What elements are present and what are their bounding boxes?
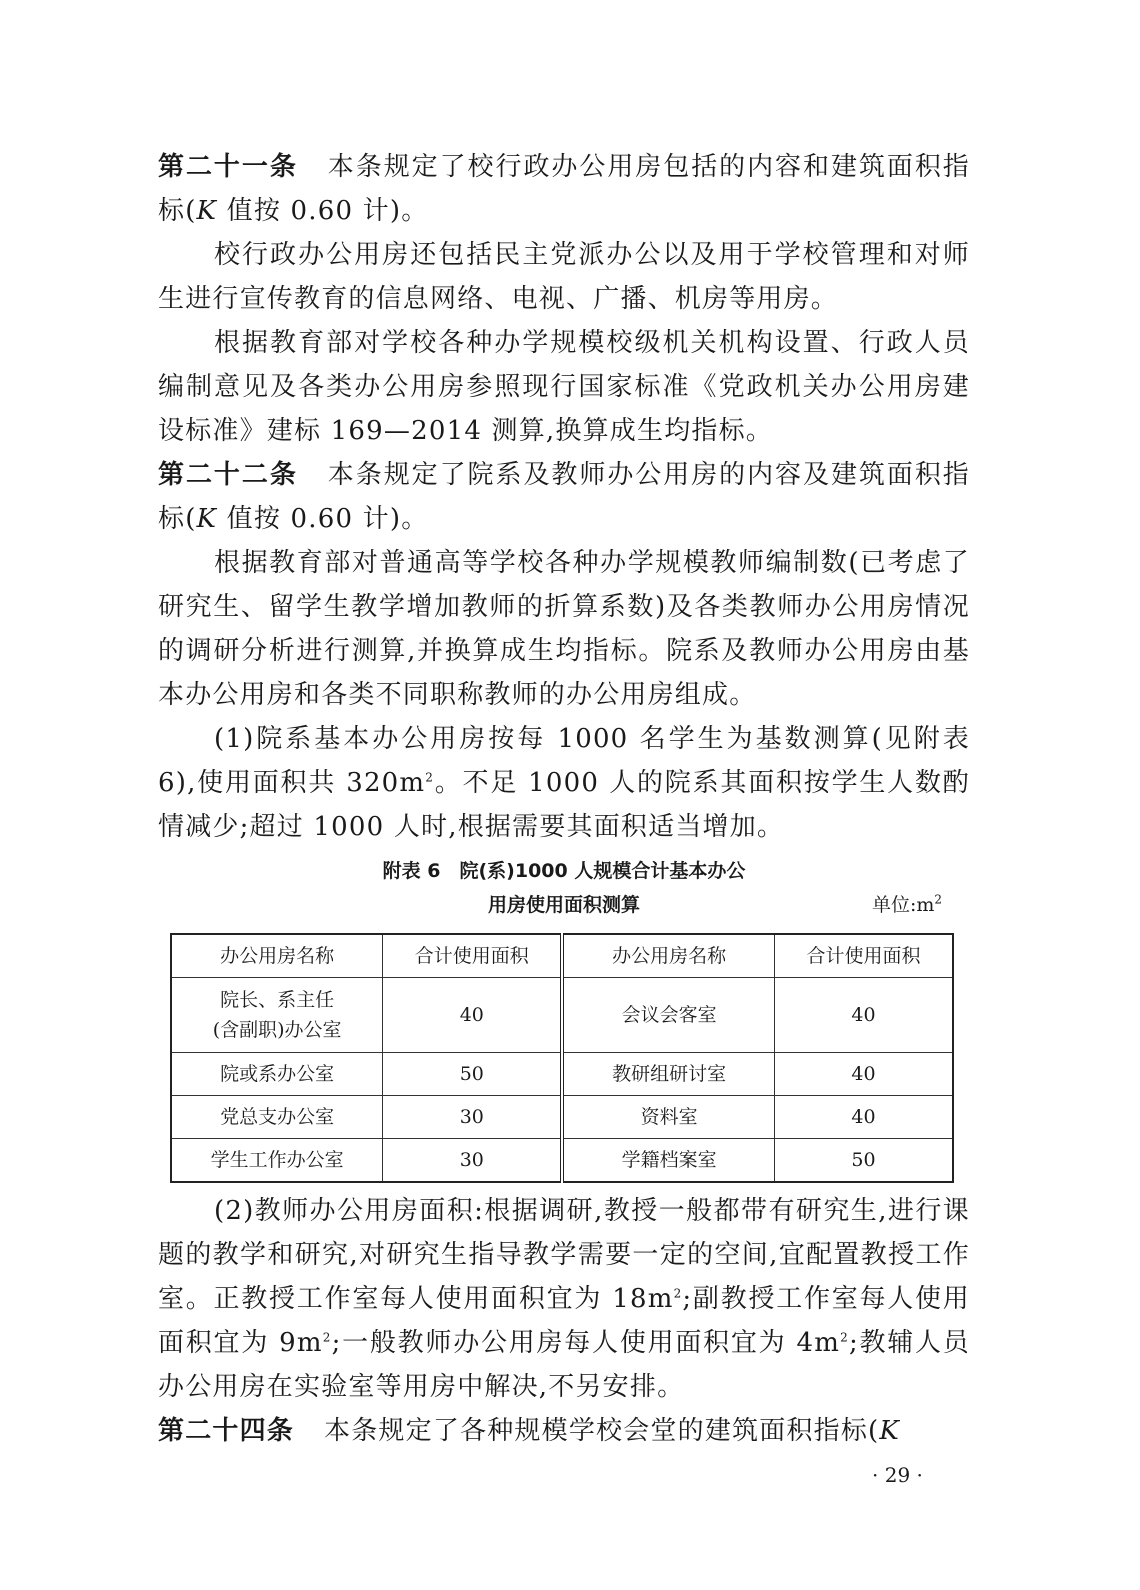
article-22: 第二十二条 本条规定了院系及教师办公用房的内容及建筑面积指标(K 值按 0.60 计)。	[158, 460, 970, 534]
table-cell: 40	[774, 1096, 953, 1139]
table-header-row	[171, 934, 953, 978]
article-22-heading: 第二十二条	[158, 460, 298, 490]
paragraph: 根据教育部对普通高等学校各种办学规模教师编制数(已考虑了研究生、留学生教学增加教师的折算系数)及各类教师办公用房情况的调研分析进行测算,并换算成生均指标。院系及教师办公用房由基本办公用房和各类不同职称教师的办公用房组成。	[158, 548, 970, 710]
table-cell: 30	[383, 1096, 563, 1139]
table-cell: 教研组研讨室	[562, 1053, 774, 1096]
table-row	[171, 978, 953, 1053]
paragraph: 根据教育部对学校各种办学规模校级机关机构设置、行政人员编制意见及各类办公用房参照现行国家标准《党政机关办公用房建设标准》建标 169—2014 测算,换算成生均指标。	[158, 328, 970, 446]
article-21-heading: 第二十一条	[158, 152, 298, 182]
paragraph: (2)教师办公用房面积:根据调研,教授一般都带有研究生,进行课题的教学和研究,对研究生指导教学需要一定的空间,宜配置教授工作室。正教授工作室每人使用面积宜为 $18m^2$;副教授工作室每人使用面积宜为 $9m^2$;一般教师办公用房每人使用面积宜为 $4m^2$;教辅人员办公用房在实验室等用房中解决,不另安排。	[158, 1196, 970, 1402]
article-21: 第二十一条 本条规定了校行政办公用房包括的内容和建筑面积指标(K 值按 0.60 计)。	[158, 152, 970, 226]
table-cell: 40	[774, 1053, 953, 1096]
table-caption-2: 用房使用面积测算	[487, 894, 640, 916]
table-row	[171, 1139, 953, 1183]
table-cell: 党总支办公室	[171, 1096, 383, 1139]
table-cell: 50	[383, 1053, 563, 1096]
table-cell: 30	[383, 1139, 563, 1183]
page-body	[158, 145, 970, 1453]
table-header: 合计使用面积	[383, 934, 563, 978]
table-header: 办公用房名称	[171, 934, 383, 978]
table-row	[171, 1096, 953, 1139]
article-24: 第二十四条 本条规定了各种规模学校会堂的建筑面积指标(K	[158, 1416, 900, 1446]
paragraph: (1)院系基本办公用房按每 1000 名学生为基数测算(见附表 6),使用面积共 $320m^2$。不足 1000 人的院系其面积按学生人数酌情减少;超过 1000 人时,根据需要其面积适当增加。	[158, 724, 970, 842]
table-header: 合计使用面积	[774, 934, 953, 978]
table-cell: 40	[774, 978, 953, 1053]
paragraph: 校行政办公用房还包括民主党派办公以及用于学校管理和对师生进行宣传教育的信息网络、电视、广播、机房等用房。	[158, 240, 970, 314]
table-cell: 50	[774, 1139, 953, 1183]
page-number: · 29 ·	[872, 1463, 923, 1487]
table-caption-row	[158, 887, 970, 923]
table-row	[171, 1053, 953, 1096]
article-24-heading: 第二十四条	[158, 1416, 295, 1446]
table-cell: 院长、系主任 (含副职)办公室	[171, 978, 383, 1053]
table-header: 办公用房名称	[562, 934, 774, 978]
table-cell: 学生工作办公室	[171, 1139, 383, 1183]
table-caption: 附表 6 院(系)1000 人规模合计基本办公	[382, 860, 746, 882]
table-cell: 资料室	[562, 1096, 774, 1139]
table-cell: 院或系办公室	[171, 1053, 383, 1096]
table-cell: 40	[383, 978, 563, 1053]
table-unit: 单位$:m^2$	[871, 892, 942, 916]
table-cell: 学籍档案室	[562, 1139, 774, 1183]
table-cell: 会议会客室	[562, 978, 774, 1053]
data-table	[170, 933, 954, 1183]
